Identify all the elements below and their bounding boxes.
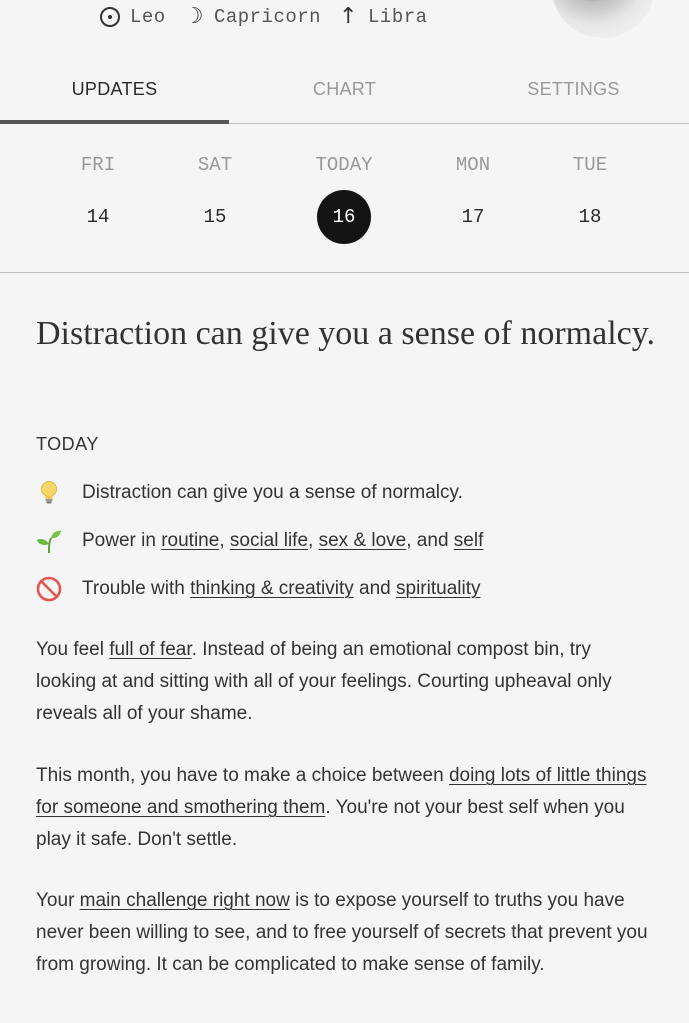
moon-icon: ☽ [183,4,204,29]
link-full-of-fear[interactable]: full of fear [109,639,192,660]
link-sex-love[interactable]: sex & love [318,530,407,551]
link-self[interactable]: self [453,530,484,551]
day-sat[interactable] [155,124,275,272]
link-social-life[interactable]: social life [229,530,309,551]
day-number: 15 [203,206,227,228]
day-mon[interactable] [413,124,533,272]
link-choice[interactable]: doing lots of little things for someone and smothering them [36,765,647,818]
day-today[interactable] [284,124,404,272]
bullet-power [36,526,656,556]
tab-settings[interactable]: SETTINGS [527,79,620,99]
rising-arrow-icon: ↑ [339,4,359,29]
bullet-insight [36,478,656,508]
section-label-today: TODAY [36,434,99,454]
tab-bar [0,56,689,124]
prohibited-icon [36,576,62,602]
sun-sign: Leo [130,5,166,28]
tab-updates[interactable]: UPDATES [71,79,158,99]
link-routine[interactable]: routine [161,530,220,551]
sun-icon [100,7,120,27]
moon-sign: Capricorn [213,5,322,28]
link-spirituality[interactable]: spirituality [396,578,481,599]
rising-sign: Libra [368,5,428,28]
headline: Distraction can give you a sense of normalcy. [36,315,656,352]
seedling-icon [36,528,62,554]
day-number: 14 [86,206,110,228]
paragraph-feeling: You feel full of fear. Instead of being an emotional compost bin, try looking at and sitting with all of your feelings. Courting upheaval only reveals all of your shame. [36,639,612,724]
sign-summary [100,4,446,29]
paragraph-challenge: Your main challenge right now is to expose yourself to truths you have never been willing to see, and to free yourself of secrets that prevent you from growing. It can be complicated to make sense of family. [36,890,648,975]
day-number: 18 [578,206,602,228]
bullet-text: Power in routine, social life, sex & love, and self [82,530,484,551]
bullet-text: Distraction can give you a sense of normalcy. [82,482,463,503]
avatar[interactable] [552,0,654,38]
paragraph-month: This month, you have to make a choice between doing lots of little things for someone and smothering them. You're not your best self when you play it safe. Don't settle. [36,765,647,850]
day-number: 17 [461,206,485,228]
day-name: TODAY [315,154,373,176]
lightbulb-icon [36,480,62,506]
bullet-trouble [36,574,656,604]
day-name: MON [455,154,491,176]
day-name: SAT [197,154,233,176]
day-name: FRI [80,154,116,176]
tab-chart[interactable]: CHART [312,79,377,99]
link-thinking-creativity[interactable]: thinking & creativity [190,578,354,599]
day-number-selected: 16 [317,190,371,244]
bullet-text: Trouble with thinking & creativity and spirituality [82,578,481,599]
day-selector [0,124,689,273]
day-tue[interactable] [530,124,650,272]
link-main-challenge[interactable]: main challenge right now [79,890,290,911]
day-fri[interactable] [38,124,158,272]
day-name: TUE [572,154,608,176]
